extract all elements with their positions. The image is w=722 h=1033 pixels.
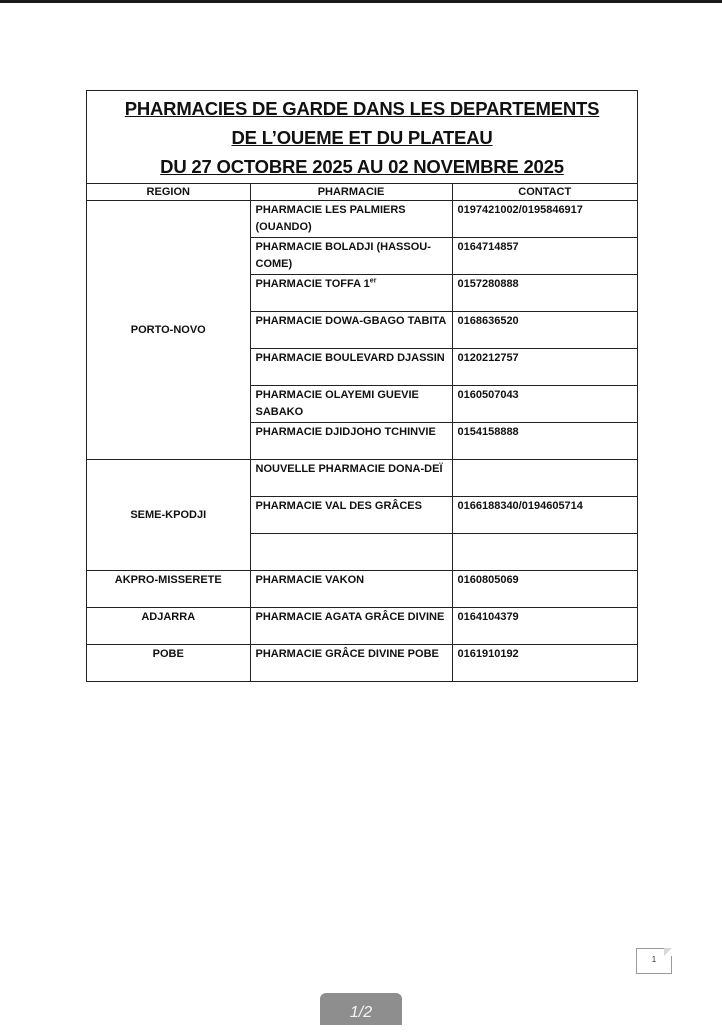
contact-cell (452, 534, 637, 571)
title-line-2: DE L’OUEME ET DU PLATEAU (231, 127, 493, 148)
contact-cell: 0157280888 (452, 275, 637, 312)
contact-cell: 0120212757 (452, 349, 637, 386)
table-row (87, 571, 637, 608)
contact-cell: 0168636520 (452, 312, 637, 349)
pharmacie-cell: PHARMACIE BOULEVARD DJASSIN (250, 349, 452, 386)
header-pharmacie: PHARMACIE (250, 184, 452, 201)
contact-cell (452, 460, 637, 497)
pharmacie-cell (250, 534, 452, 571)
pharmacy-table (87, 184, 637, 681)
region-porto-novo: PORTO-NOVO (87, 201, 250, 460)
table-header-row (87, 184, 637, 201)
contact-cell: 0166188340/0194605714 (452, 497, 637, 534)
document-title (87, 91, 637, 184)
header-contact: CONTACT (452, 184, 637, 201)
region-seme-kpodji: SEME-KPODJI (87, 460, 250, 571)
page-thumbnail-button[interactable]: 1 (636, 948, 672, 974)
contact-cell: 0160507043 (452, 386, 637, 423)
table-row (87, 608, 637, 645)
contact-cell: 0161910192 (452, 645, 637, 682)
title-line-3: DU 27 OCTOBRE 2025 AU 02 NOVEMBRE 2025 (160, 156, 564, 177)
contact-cell: 0160805069 (452, 571, 637, 608)
region-pobe: POBE (87, 645, 250, 682)
pharmacie-cell: PHARMACIE VAL DES GRÂCES (250, 497, 452, 534)
pharmacy-sheet (86, 90, 638, 682)
pharmacie-cell: PHARMACIE OLAYEMI GUEVIE SABAKO (250, 386, 452, 423)
pharmacie-cell: PHARMACIE DOWA-GBAGO TABITA (250, 312, 452, 349)
pharmacie-cell: PHARMACIE GRÂCE DIVINE POBE (250, 645, 452, 682)
pharmacie-cell (250, 275, 452, 312)
contact-cell: 0164104379 (452, 608, 637, 645)
region-akpro-misserete: AKPRO-MISSERETE (87, 571, 250, 608)
table-row (87, 460, 637, 497)
pharmacie-name: PHARMACIE TOFFA 1 (255, 278, 370, 290)
table-row (87, 645, 637, 682)
page-counter: 1/2 (320, 993, 402, 1025)
contact-cell: 0164714857 (452, 238, 637, 275)
title-line-1: PHARMACIES DE GARDE DANS LES DEPARTEMENTS (124, 98, 600, 119)
header-region: REGION (87, 184, 250, 201)
ordinal-suffix: er (369, 277, 377, 285)
pharmacie-cell: PHARMACIE AGATA GRÂCE DIVINE (250, 608, 452, 645)
pharmacie-cell: PHARMACIE VAKON (250, 571, 452, 608)
document-page (0, 3, 722, 1024)
contact-cell: 0197421002/0195846917 (452, 201, 637, 238)
table-row (87, 201, 637, 238)
pharmacie-cell: PHARMACIE LES PALMIERS (OUANDO) (250, 201, 452, 238)
pharmacie-cell: PHARMACIE BOLADJI (HASSOU-COME) (250, 238, 452, 275)
region-adjarra: ADJARRA (87, 608, 250, 645)
contact-cell: 0154158888 (452, 423, 637, 460)
pharmacie-cell: PHARMACIE DJIDJOHO TCHINVIE (250, 423, 452, 460)
pharmacie-cell: NOUVELLE PHARMACIE DONA-DEÏ (250, 460, 452, 497)
